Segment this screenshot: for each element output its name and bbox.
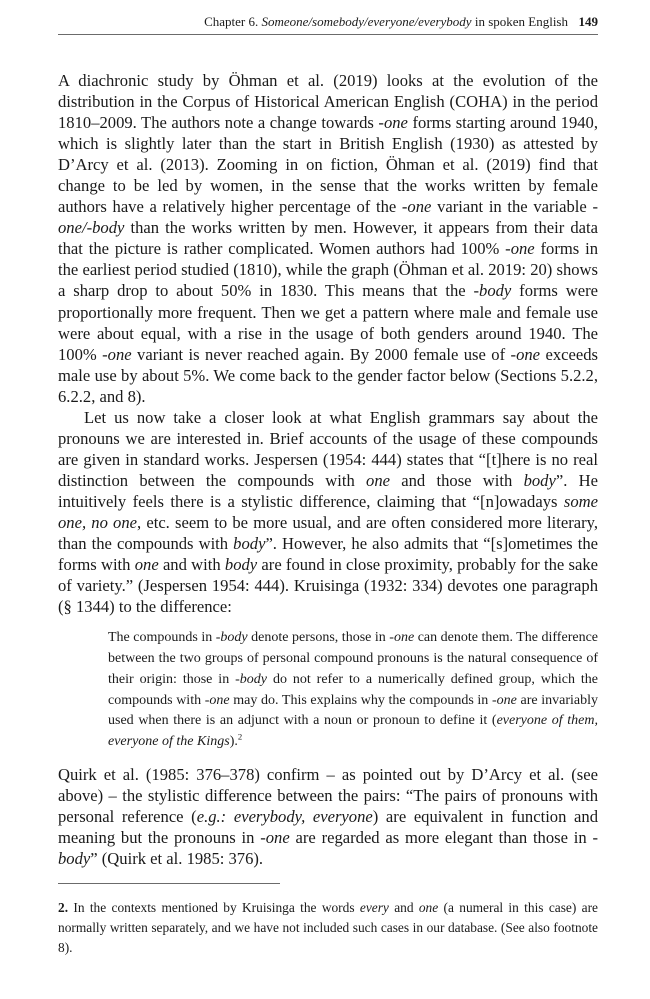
chapter-title-italic: Someone/somebody/everyone/everybody	[261, 14, 472, 29]
block-quote-text: The compounds in -body denote persons, those in -one can denote them. The difference between the two groups of personal compound pronouns is the natural consequence of their origin: those in -body do not refer to a numerically defined group, which the compounds with -one may do. This explains why the compounds in -one are invariably used when there is an adjunct with a noun or pronoun to define it (everyone of them, everyone of the Kings).$^2$	[108, 630, 598, 750]
running-header	[58, 12, 598, 35]
paragraph-1: A diachronic study by Öhman et al. (2019) looks at the evolution of the distribution in the Corpus of Historical American English (COHA) in the period 1810–2009. The authors note a change towards -one forms starting around 1940, which is slightly later than the start in British English (1930) as attested by D’Arcy et al. (2013). Zooming in on fiction, Öhman et al. (2019) find that change to be led by women, in the sense that the works written by female authors have a relatively higher percentage of the -one variant in the variable -one/-body than the works written by men. However, it appears from their data that the picture is rather complicated. Women authors had 100% -one forms in the earliest period studied (1810), while the graph (Öhman et al. 2019: 20) shows a sharp drop to about 50% in 1830. This means that the -body forms were proportionally more frequent. Then we get a pattern where male and female use were about equal, with a rise in the usage of both genders around 1940. The 100% -one variant is never reached again. By 2000 female use of -one exceeds male use by about 5%. We come back to the gender factor below (Sections 5.2.2, 6.2.2, and 8).	[58, 71, 599, 406]
footnote-number: 2.	[58, 900, 69, 915]
footnote-reference: 2	[237, 731, 243, 742]
block-quote	[108, 628, 598, 753]
paragraph-3: Quirk et al. (1985: 376–378) confirm – as pointed out by D’Arcy et al. (see above) – the stylistic difference between the pairs: “The pairs of pronouns with personal reference (e.g.: everybody, everyone) are equivalent in function and meaning but the pronouns in -one are regarded as more elegant than those in -body” (Quirk et al. 1985: 376).	[58, 765, 598, 869]
page-number: 149	[578, 14, 598, 29]
footnote-separator	[58, 883, 280, 884]
chapter-title-rest: in spoken English	[471, 14, 568, 29]
main-text	[58, 70, 598, 869]
running-title	[204, 14, 568, 30]
footnote: 2. In the contexts mentioned by Kruisinga the words every and one (a numeral in this case) are normally written separately, and we have not included such cases in our database. (See also footnote 8).	[58, 900, 598, 955]
paragraph-2: Let us now take a closer look at what English grammars say about the pronouns we are interested in. Brief accounts of the usage of these compounds are given in standard works. Jespersen (1954: 444) states that “[t]here is no real distinction between the compounds with one and those with body”. He intuitively feels there is a stylistic difference, claiming that “[n]owadays some one, no one, etc. seem to be more usual, and are often considered more literary, than the compounds with body”. However, he also admits that “[s]ometimes the forms with one and with body are found in close proximity, probably for the sake of variety.” (Jespersen 1954: 444). Kruisinga (1932: 334) devotes one paragraph (§ 1344) to the difference:	[58, 407, 599, 617]
chapter-label: Chapter 6.	[204, 14, 259, 29]
